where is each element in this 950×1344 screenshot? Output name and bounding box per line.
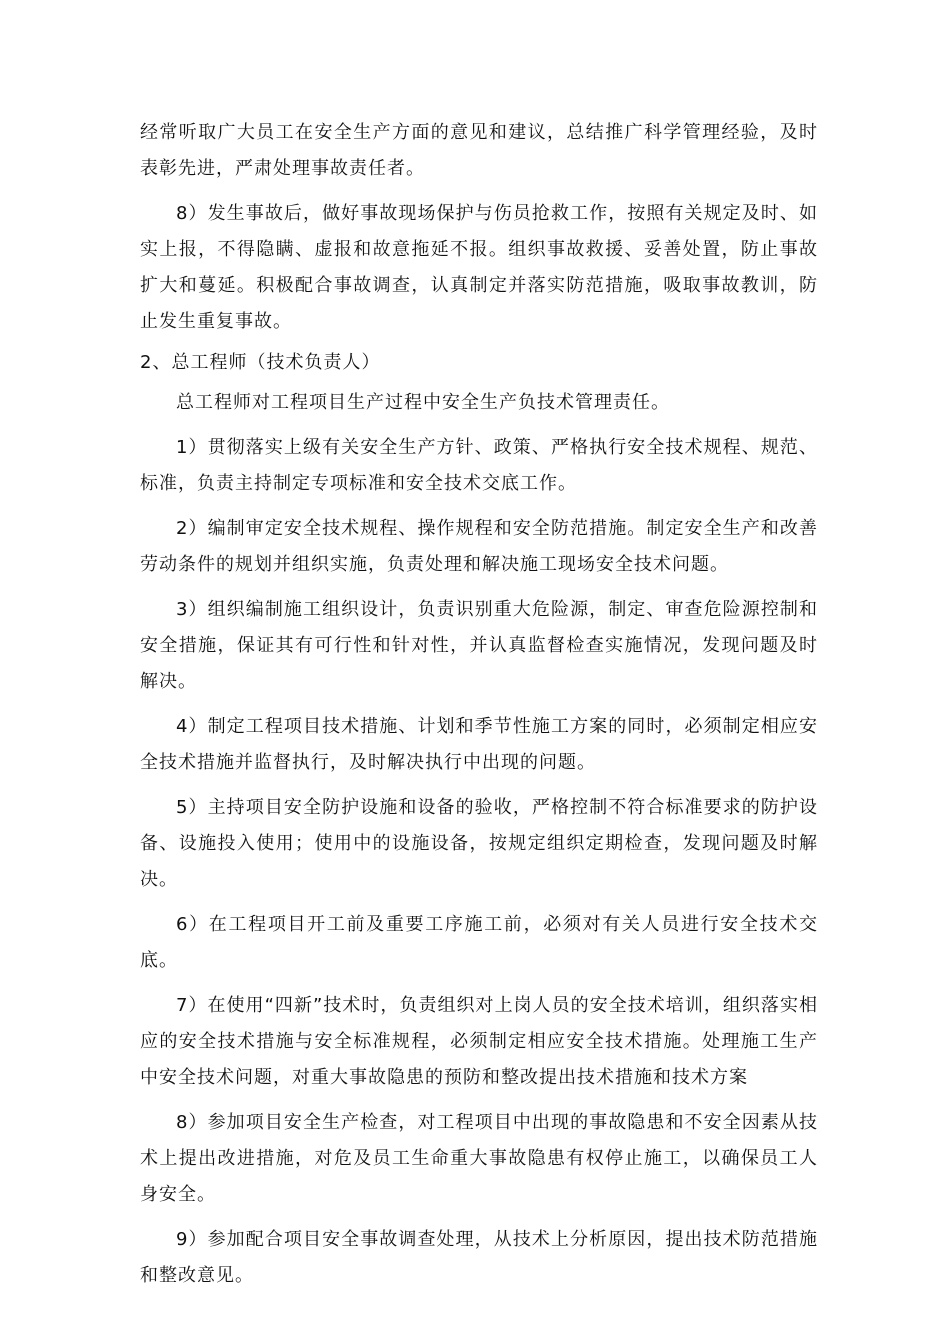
paragraph-12: 9）参加配合项目安全事故调查处理，从技术上分析原因，提出技术防范措施和整改意见。 [140,1229,818,1286]
paragraph-8: 5）主持项目安全防护设施和设备的验收，严格控制不符合标准要求的防护设备、设施投入使用；使用中的设施设备，按规定组织定期检查，发现问题及时解决。 [140,797,818,890]
paragraph-10: 7）在使用“四新”技术时，负责组织对上岗人员的安全技术培训，组织落实相应的安全技术措施与安全标准规程，必须制定相应安全技术措施。处理施工生产中安全技术问题，对重大事故隐患的预防和整改提出技术措施和技术方案 [140,995,818,1088]
paragraph-4: 1）贯彻落实上级有关安全生产方针、政策、严格执行安全技术规程、规范、标准，负责主持制定专项标准和安全技术交底工作。 [140,437,818,494]
paragraph-2: 8）发生事故后，做好事故现场保护与伤员抢救工作，按照有关规定及时、如实上报，不得隐瞒、虚报和故意拖延不报。组织事故救援、妥善处置，防止事故扩大和蔓延。积极配合事故调查，认真制定并落实防范措施，吸取事故教训，防止发生重复事故。 [140,203,818,332]
paragraph-11: 8）参加项目安全生产检查，对工程项目中出现的事故隐患和不安全因素从技术上提出改进措施，对危及员工生命重大事故隐患有权停止施工，以确保员工人身安全。 [140,1112,818,1205]
paragraph-9: 6）在工程项目开工前及重要工序施工前，必须对有关人员进行安全技术交底。 [140,914,818,971]
document-body [140,115,818,1303]
paragraph-5: 2）编制审定安全技术规程、操作规程和安全防范措施。制定安全生产和改善劳动条件的规划并组织实施，负责处理和解决施工现场安全技术问题。 [140,518,818,575]
paragraph-6: 3）组织编制施工组织设计，负责识别重大危险源，制定、审查危险源控制和安全措施，保证其有可行性和针对性，并认真监督检查实施情况，发现问题及时解决。 [140,599,818,692]
paragraph-3: 总工程师对工程项目生产过程中安全生产负技术管理责任。 [176,392,670,413]
section-heading: 2、总工程师（技术负责人） [140,352,381,373]
paragraph-1: 经常听取广大员工在安全生产方面的意见和建议，总结推广科学管理经验，及时表彰先进，严肃处理事故责任者。 [140,122,818,179]
paragraph-7: 4）制定工程项目技术措施、计划和季节性施工方案的同时，必须制定相应安全技术措施并监督执行，及时解决执行中出现的问题。 [140,716,818,773]
